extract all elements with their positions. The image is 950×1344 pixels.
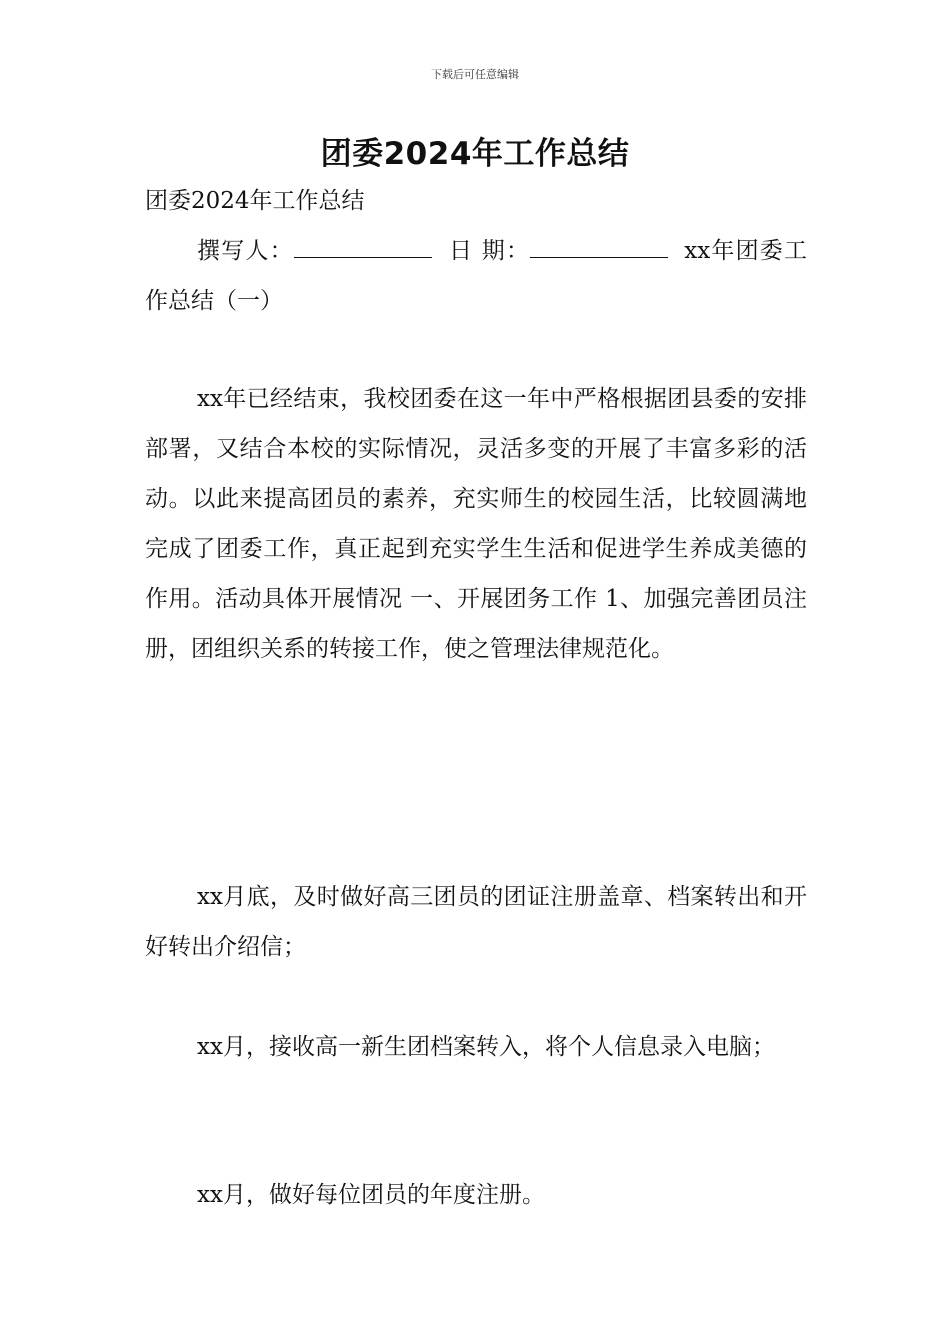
header-note: 下载后可任意编辑 (431, 68, 519, 81)
author-blank (294, 237, 432, 258)
section-heading: xx年团委工作总结（一） (145, 238, 808, 314)
subtitle-line: 团委2024年工作总结 (145, 188, 365, 214)
document-title: 团委2024年工作总结 (320, 136, 630, 172)
date-blank (530, 237, 668, 258)
author-date-line (145, 226, 807, 326)
body-paragraph: xx月底，及时做好高三团员的团证注册盖章、档案转出和开好转出介绍信； (145, 884, 807, 960)
body-paragraph: xx年已经结束，我校团委在这一年中严格根据团县委的安排部署，又结合本校的实际情况，灵活多变的开展了丰富多彩的活动。以此来提高团员的素养，充实师生的校园生活，比较圆满地完成了团委工作，真正起到充实学生生活和促进学生养成美德的作用。活动具体开展情况 一、开展团务工作 1、加强完善团员注册，团组织关系的转接工作，使之管理法律规范化。 (145, 386, 807, 662)
date-label: 日 期： (447, 238, 531, 264)
body-paragraph: xx月，做好每位团员的年度注册。 (197, 1182, 545, 1208)
body-paragraph: xx月，接收高一新生团档案转入，将个人信息录入电脑； (197, 1034, 775, 1060)
author-label: 撰写人： (197, 238, 294, 264)
